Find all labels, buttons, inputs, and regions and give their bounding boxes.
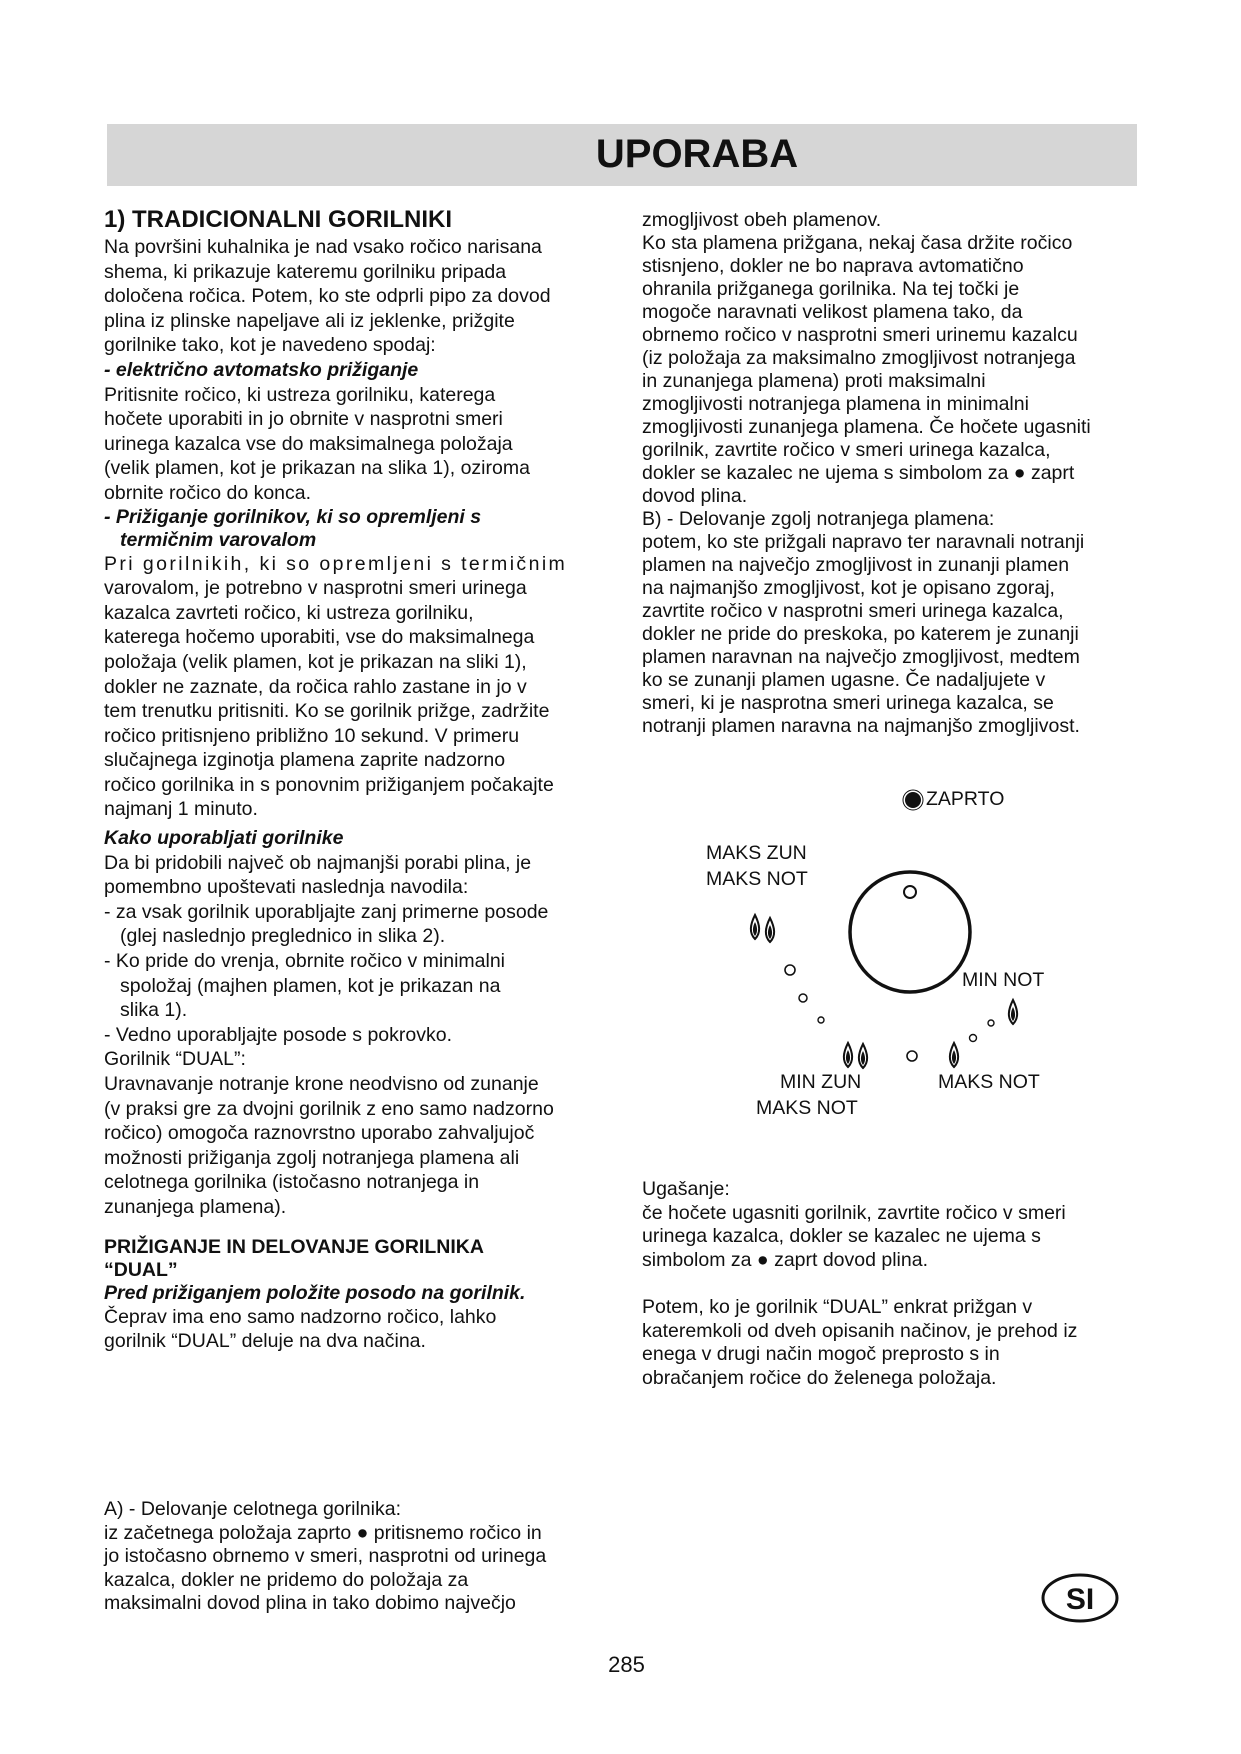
- paragraph-line: ročico) omogoča raznovrstno uporabo zahvaljujoč: [104, 1122, 535, 1145]
- paragraph-line: obrnite ročico do konca.: [104, 481, 312, 504]
- spacer: [104, 1220, 622, 1236]
- page-title: UPORABA: [595, 132, 799, 176]
- paragraph-line: dovod plina.: [642, 485, 748, 507]
- paragraph-line: zmogljivosti notranjega plamena in minimalni: [642, 393, 1029, 415]
- paragraph-line: obrnemo ročico v nasprotni smeri urinemu kazalcu: [642, 324, 1078, 346]
- paragraph-line: ko se zunanji plamen ugasne. Če nadaljujete v: [642, 669, 1046, 691]
- ugasanje-heading: Ugašanje:: [642, 1178, 730, 1200]
- bullet-line: - Ko pride do vrenja, obrnite ročico v minimalni: [104, 950, 506, 973]
- closed-symbol-icon: [905, 792, 921, 808]
- paragraph-line: hočete uporabiti in jo obrnite v nasprotni smeri: [104, 408, 503, 431]
- paragraph-line: simbolom za ● zaprt dovod plina.: [642, 1248, 928, 1271]
- dual-flame-min-icon: [844, 1043, 867, 1068]
- paragraph-line: (v praksi gre za dvojni gorilnik z eno samo nadzorno: [104, 1097, 554, 1120]
- section-a: [104, 1498, 624, 1616]
- paragraph-line: položaja (velik plamen, kot je prikazan na sliki 1),: [104, 650, 527, 673]
- intro-line: določena ročica. Potem, ko ste odprli pipo za dovod: [104, 285, 551, 308]
- paragraph-line: plamen naravnan na največjo zmogljivost, medtem: [642, 646, 1080, 668]
- section-heading: 1) TRADICIONALNI GORILNIKI: [104, 206, 452, 233]
- bullet-line: - za vsak gorilnik uporabljajte zanj primerne posode: [104, 900, 549, 923]
- right-lower-text: [642, 1178, 1162, 1390]
- paragraph-line: ročico pritisnjeno približno 10 sekund. V primeru: [104, 724, 520, 747]
- paragraph-line: notranji plamen naravna na najmanjšo zmogljivost.: [642, 715, 1080, 737]
- paragraph-line: na najmanjšo zmogljivost, kot je opisano zgoraj,: [642, 577, 1055, 599]
- paragraph-line: mogoče naravnati velikost plamena tako, da: [642, 301, 1023, 323]
- paragraph-line: ohranila prižganega gorilnika. Na tej točki je: [642, 278, 1020, 300]
- paragraph-line: gorilnik, zavrtite ročico v smeri urinega kazalca,: [642, 439, 1051, 461]
- language-badge: [1040, 1572, 1120, 1624]
- paragraph-line: Uravnavanje notranje krone neodvisno od zunanje: [104, 1073, 539, 1095]
- paragraph-line: Pri gorilnikih, ki so opremljeni s termičnim: [104, 552, 568, 575]
- paragraph-line: katerega hočemo uporabiti, vse do maksimalnega: [104, 626, 535, 649]
- paragraph-line: urinega kazalca vse do maksimalnega položaja: [104, 432, 513, 455]
- paragraph-line: plamen na največjo zmogljivost in zunanji plamen: [642, 554, 1070, 576]
- paragraph-line: kazalca, dokler ne pridemo do položaja za: [104, 1568, 469, 1591]
- paragraph-line: celotnega gorilnika (istočasno notranjega in: [104, 1171, 480, 1194]
- paragraph-line: urinega kazalca, dokler se kazalec ne ujema s: [642, 1225, 1041, 1247]
- paragraph-line: (iz položaja za maksimalno zmogljivost notranjega: [642, 347, 1076, 369]
- dual-note: Pred prižiganjem položite posodo na gorilnik.: [104, 1281, 526, 1304]
- label-maks-not-right: MAKS NOT: [938, 1071, 1040, 1093]
- paragraph-line: zmogljivosti zunanjega plamena. Če hočete ugasniti: [642, 416, 1091, 438]
- paragraph-line: potem, ko ste prižgali napravo ter naravnali notranji: [642, 531, 1085, 553]
- paragraph-line: ročico gorilnika in s ponovnim prižiganjem počakajte: [104, 773, 554, 796]
- inner-flame-max-icon: [950, 1043, 958, 1067]
- subheading-ignition: - električno avtomatsko prižiganje: [104, 358, 419, 381]
- paragraph-line: kateremkoli od dveh opisanih načinov, je prehod iz: [642, 1319, 1078, 1342]
- paragraph-line: zavrtite ročico v nasprotni smeri urinega kazalca,: [642, 600, 1064, 622]
- label-zaprto: ZAPRTO: [926, 788, 1005, 810]
- label-maks-not-top: MAKS NOT: [706, 868, 808, 890]
- language-code: SI: [1065, 1583, 1095, 1616]
- paragraph-line: tem trenutku pritisniti. Ko se gorilnik prižge, zadržite: [104, 700, 550, 723]
- subheading-thermal-cont: termičnim varovalom: [120, 528, 317, 551]
- paragraph-line: dokler se kazalec ne ujema s simbolom za ● zaprt: [642, 462, 1075, 484]
- paragraph-line: kazalca zavrteti ročico, ki ustreza gorilniku,: [104, 601, 474, 624]
- knob-indicator-icon: [904, 886, 916, 898]
- subheading-usage: Kako uporabljati gorilnike: [104, 827, 344, 850]
- paragraph-line: stisnjeno, dokler ne bo naprava avtomatično: [642, 255, 1024, 277]
- paragraph-line: najmanj 1 minuto.: [104, 798, 258, 821]
- paragraph-line: Pritisnite ročico, ki ustreza gorilniku, katerega: [104, 383, 496, 406]
- bullet-line: - Vedno uporabljajte posode s pokrovko.: [104, 1023, 452, 1046]
- paragraph-line: če hočete ugasniti gorilnik, zavrtite ročico v smeri: [642, 1201, 1066, 1224]
- paragraph-line: možnosti prižiganja zgolj notranjega plamena ali: [104, 1146, 520, 1169]
- paragraph-line: enega v drugi način mogoč preprosto s in: [642, 1343, 1000, 1365]
- spacer: [642, 1272, 1162, 1296]
- paragraph-line: pomembno upoštevati naslednja navodila:: [104, 876, 469, 899]
- paragraph-line: obračanjem ročice do želenega položaja.: [642, 1366, 997, 1389]
- paragraph-line: iz začetnega položaja zaprto ● pritisnemo ročico in: [104, 1521, 542, 1544]
- right-column: [642, 209, 1160, 738]
- label-maks-not-bottom: MAKS NOT: [756, 1097, 858, 1119]
- dual-label: Gorilnik “DUAL”:: [104, 1048, 246, 1071]
- label-maks-zun: MAKS ZUN: [706, 842, 807, 864]
- header-bar: [107, 124, 1137, 186]
- dual-heading-cont: “DUAL”: [104, 1258, 178, 1281]
- paragraph-line: zmogljivost obeh plamenov.: [642, 209, 882, 231]
- knob-icon: [850, 872, 970, 992]
- knob-diagram-graphic: [640, 780, 1160, 1140]
- paragraph-line: in zunanjega plamena) proti maksimalni: [642, 370, 986, 392]
- label-min-zun: MIN ZUN: [780, 1071, 862, 1093]
- paragraph-line: (velik plamen, kot je prikazan na slika 1), oziroma: [104, 457, 530, 480]
- paragraph-line: Da bi pridobili največ ob najmanjši porabi plina, je: [104, 851, 532, 874]
- knob-diagram: [640, 780, 1160, 1140]
- intro-line: plina iz plinske napeljave ali iz jeklenke, prižgite: [104, 309, 515, 332]
- paragraph-line: Ko sta plamena prižgana, nekaj časa držite ročico: [642, 232, 1073, 254]
- paragraph-line: gorilnik “DUAL” deluje na dva načina.: [104, 1330, 426, 1353]
- inner-flame-min-icon: [1009, 1000, 1017, 1024]
- paragraph-line: Potem, ko je gorilnik “DUAL” enkrat prižgan v: [642, 1296, 1033, 1318]
- bullet-line: spoložaj (majhen plamen, kot je prikazan na: [120, 974, 501, 997]
- language-badge-oval: [1040, 1572, 1120, 1624]
- bullet-line: slika 1).: [120, 999, 188, 1022]
- dual-flame-max-icon: [751, 915, 774, 942]
- bullet-line: (glej naslednjo preglednico in slika 2).: [120, 925, 446, 948]
- paragraph-line: dokler ne zaznate, da ročica rahlo zastane in jo v: [104, 675, 527, 698]
- label-min-not: MIN NOT: [962, 969, 1045, 991]
- paragraph-line: slučajnega izginotja plamena zaprite nadzorno: [104, 749, 506, 772]
- intro-line: shema, ki prikazuje kateremu gorilniku pripada: [104, 260, 507, 283]
- subheading-thermal: - Prižiganje gorilnikov, ki so opremljeni s: [104, 505, 482, 528]
- page-number: 285: [608, 1652, 645, 1677]
- dual-heading: PRIŽIGANJE IN DELOVANJE GORILNIKA: [104, 1235, 484, 1258]
- left-column: [104, 205, 622, 1354]
- paragraph-line: A) - Delovanje celotnega gorilnika:: [104, 1498, 401, 1520]
- paragraph-line: zunanjega plamena).: [104, 1195, 287, 1218]
- paragraph-line: dokler ne pride do preskoka, po katerem je zunanji: [642, 623, 1079, 645]
- paragraph-line: B) - Delovanje zgolj notranjega plamena:: [642, 508, 995, 530]
- paragraph-line: smeri, ki je nasprotna smeri urinega kazalca, se: [642, 692, 1054, 714]
- paragraph-line: jo istočasno obrnemo v smeri, nasprotni od urinega: [104, 1545, 547, 1567]
- paragraph-line: varovalom, je potrebno v nasprotni smeri urinega: [104, 577, 527, 600]
- intro-line: Na površini kuhalnika je nad vsako ročico narisana: [104, 236, 542, 258]
- intro-line: gorilnike tako, kot je navedeno spodaj:: [104, 334, 436, 357]
- paragraph-line: Čeprav ima eno samo nadzorno ročico, lahko: [104, 1305, 497, 1328]
- paragraph-line: maksimalni dovod plina in tako dobimo največjo: [104, 1592, 516, 1614]
